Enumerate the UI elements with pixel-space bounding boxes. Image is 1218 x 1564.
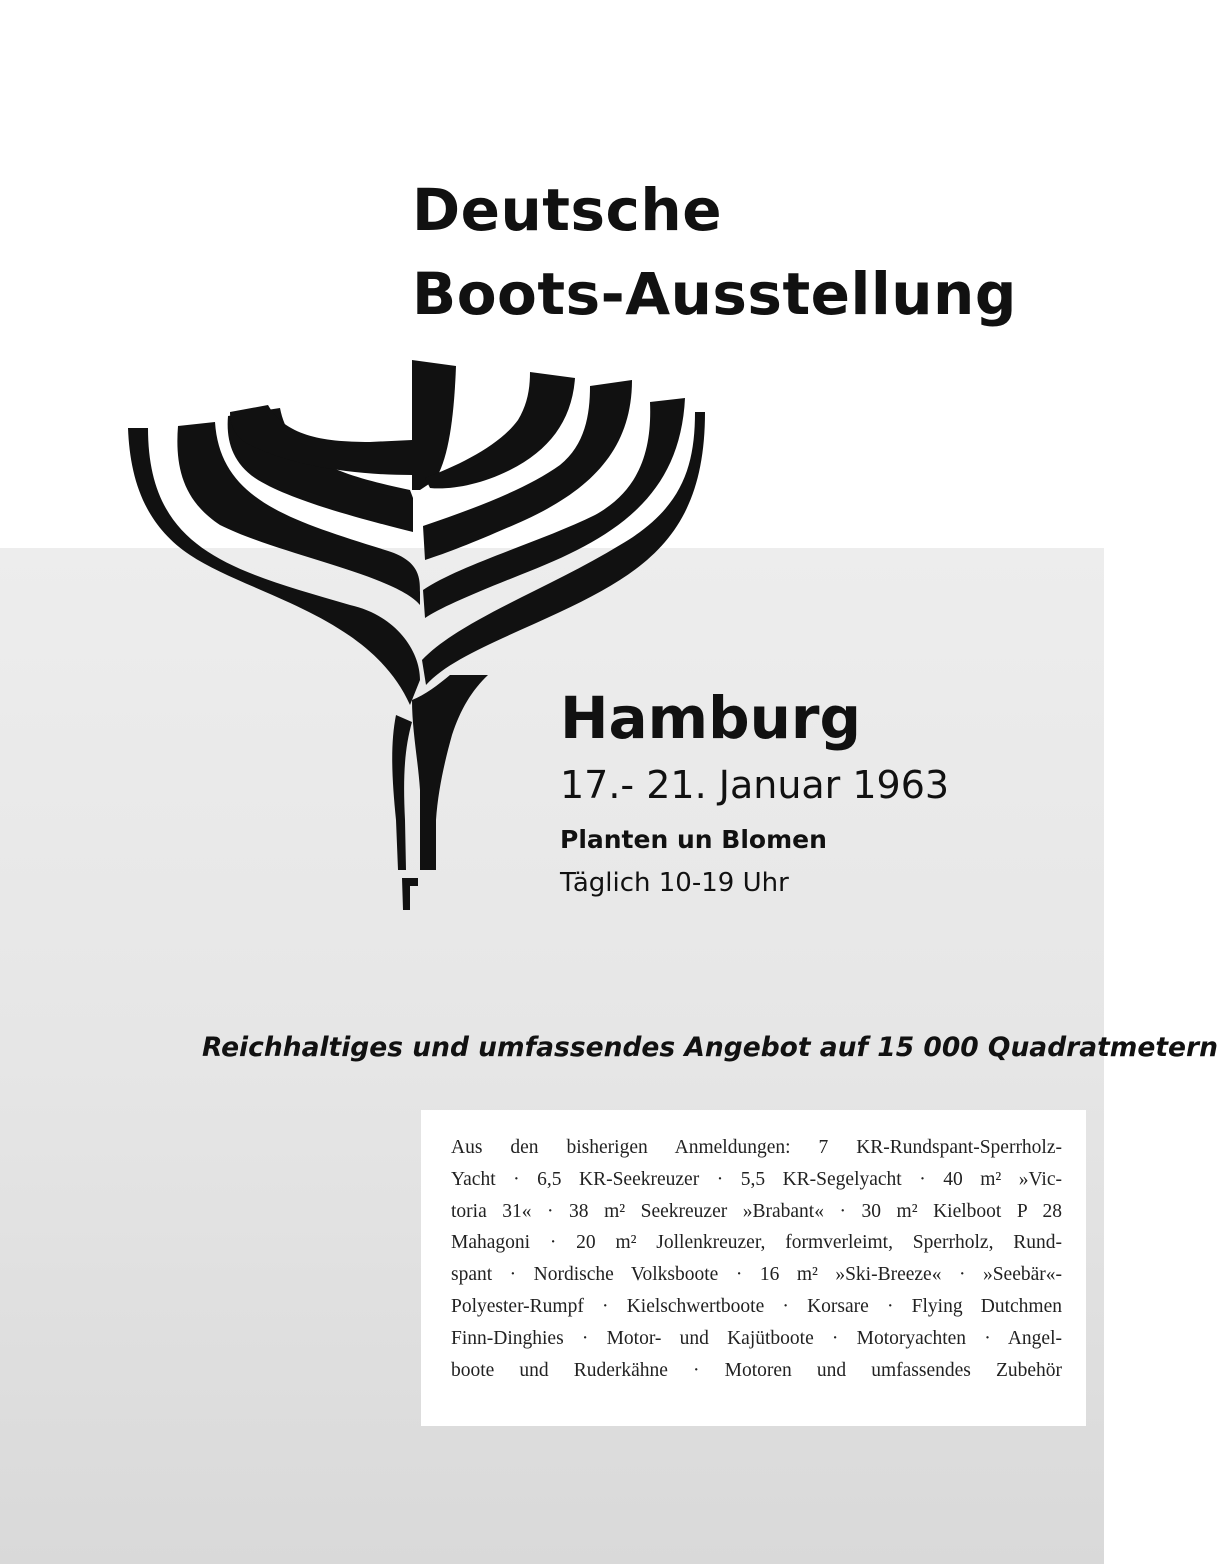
registrations-line: Aus den bisherigen Anmeldungen: 7 KR-Rundspant-Sperrholz- — [451, 1137, 1062, 1158]
registrations-text — [451, 1132, 1062, 1386]
registrations-line: toria 31« · 38 m² Seekreuzer »Brabant« · 30 m² Kielboot P 28 — [451, 1200, 1062, 1222]
title-line-2: Boots-Ausstellung — [412, 260, 1017, 328]
registrations-line: Mahagoni · 20 m² Jollenkreuzer, formverleimt, Sperrholz, Rund- — [451, 1232, 1062, 1254]
opening-hours: Täglich 10-19 Uhr — [560, 868, 789, 898]
event-venue: Planten un Blomen — [560, 825, 827, 854]
registrations-line: Polyester-Rumpf · Kielschwertboote · Korsare · Flying Dutchmen — [451, 1295, 1062, 1317]
registrations-line: boote und Ruderkähne · Motoren und umfassendes Zubehör — [451, 1359, 1062, 1381]
registrations-line: spant · Nordische Volksboote · 16 m² »Ski-Breeze« · »Seebär«- — [451, 1264, 1062, 1286]
event-city: Hamburg — [560, 684, 862, 752]
registrations-line: Yacht · 6,5 KR-Seekreuzer · 5,5 KR-Segelyacht · 40 m² »Vic- — [451, 1168, 1062, 1190]
registrations-box — [421, 1110, 1086, 1426]
offer-tagline: Reichhaltiges und umfassendes Angebot auf 15 000 Quadratmetern — [202, 1032, 1218, 1063]
registrations-line: Finn-Dinghies · Motor- und Kajütboote · Motoryachten · Angel- — [451, 1327, 1062, 1349]
event-dates: 17.- 21. Januar 1963 — [560, 763, 950, 807]
exhibition-title — [412, 168, 1017, 336]
title-line-1: Deutsche — [412, 176, 723, 244]
